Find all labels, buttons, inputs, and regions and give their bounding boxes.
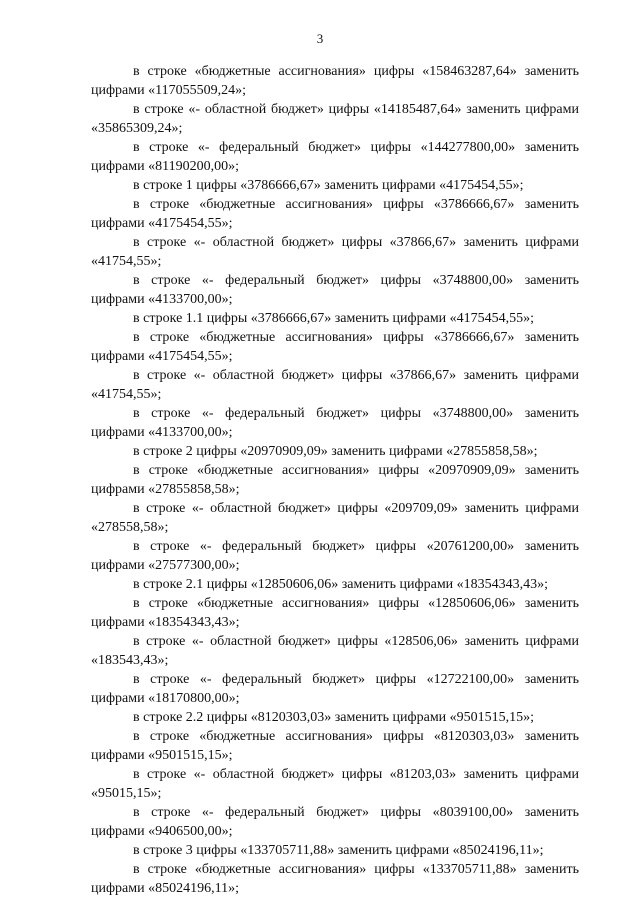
paragraph: в строке «- областной бюджет» цифры «37866,67» заменить цифрами «41754,55»; [91, 235, 579, 269]
paragraph: в строке «- федеральный бюджет» цифры «20761200,00» заменить цифрами «27577300,00»; [91, 539, 579, 573]
paragraph: в строке «бюджетные ассигнования» цифры «12850606,06» заменить цифрами «18354343,43»; [91, 596, 579, 630]
paragraph: в строке «- федеральный бюджет» цифры «144277800,00» заменить цифрами «81190200,00»; [91, 140, 579, 174]
paragraph: в строке «бюджетные ассигнования» цифры «3786666,67» заменить цифрами «4175454,55»; [91, 197, 579, 231]
paragraph: в строке «бюджетные ассигнования» цифры «3786666,67» заменить цифрами «4175454,55»; [91, 330, 579, 364]
paragraph: в строке «- областной бюджет» цифры «81203,03» заменить цифрами «95015,15»; [91, 767, 579, 801]
page-number: 3 [316, 31, 324, 46]
paragraph: в строке 2.2 цифры «8120303,03» заменить цифрами «9501515,15»; [133, 710, 535, 725]
paragraph: в строке «- федеральный бюджет» цифры «12722100,00» заменить цифрами «18170800,00»; [91, 672, 579, 706]
paragraph: в строке «- областной бюджет» цифры «14185487,64» заменить цифрами «35865309,24»; [91, 102, 579, 136]
paragraph: в строке «- федеральный бюджет» цифры «3748800,00» заменить цифрами «4133700,00»; [91, 406, 579, 440]
paragraph: в строке «бюджетные ассигнования» цифры «158463287,64» заменить цифрами «117055509,24»; [91, 64, 579, 98]
paragraph: в строке 3 цифры «133705711,88» заменить цифрами «85024196,11»; [133, 843, 544, 858]
paragraph: в строке «- областной бюджет» цифры «37866,67» заменить цифрами «41754,55»; [91, 368, 579, 402]
paragraph: в строке «- областной бюджет» цифры «128506,06» заменить цифрами «183543,43»; [91, 634, 579, 668]
document-body [91, 62, 579, 898]
paragraph: в строке «бюджетные ассигнования» цифры «133705711,88» заменить цифрами «85024196,11»; [91, 862, 579, 896]
paragraph: в строке 1.1 цифры «3786666,67» заменить цифрами «4175454,55»; [133, 311, 535, 326]
paragraph: в строке «бюджетные ассигнования» цифры «8120303,03» заменить цифрами «9501515,15»; [91, 729, 579, 763]
paragraph: в строке «бюджетные ассигнования» цифры «20970909,09» заменить цифрами «27855858,58»; [91, 463, 579, 497]
paragraph: в строке «- федеральный бюджет» цифры «8039100,00» заменить цифрами «9406500,00»; [91, 805, 579, 839]
paragraph: в строке «- федеральный бюджет» цифры «3748800,00» заменить цифрами «4133700,00»; [91, 273, 579, 307]
paragraph: в строке 2 цифры «20970909,09» заменить цифрами «27855858,58»; [133, 444, 538, 459]
paragraph: в строке «- областной бюджет» цифры «209709,09» заменить цифрами «278558,58»; [91, 501, 579, 535]
paragraph: в строке 1 цифры «3786666,67» заменить цифрами «4175454,55»; [133, 178, 524, 193]
paragraph: в строке 2.1 цифры «12850606,06» заменить цифрами «18354343,43»; [133, 577, 549, 592]
